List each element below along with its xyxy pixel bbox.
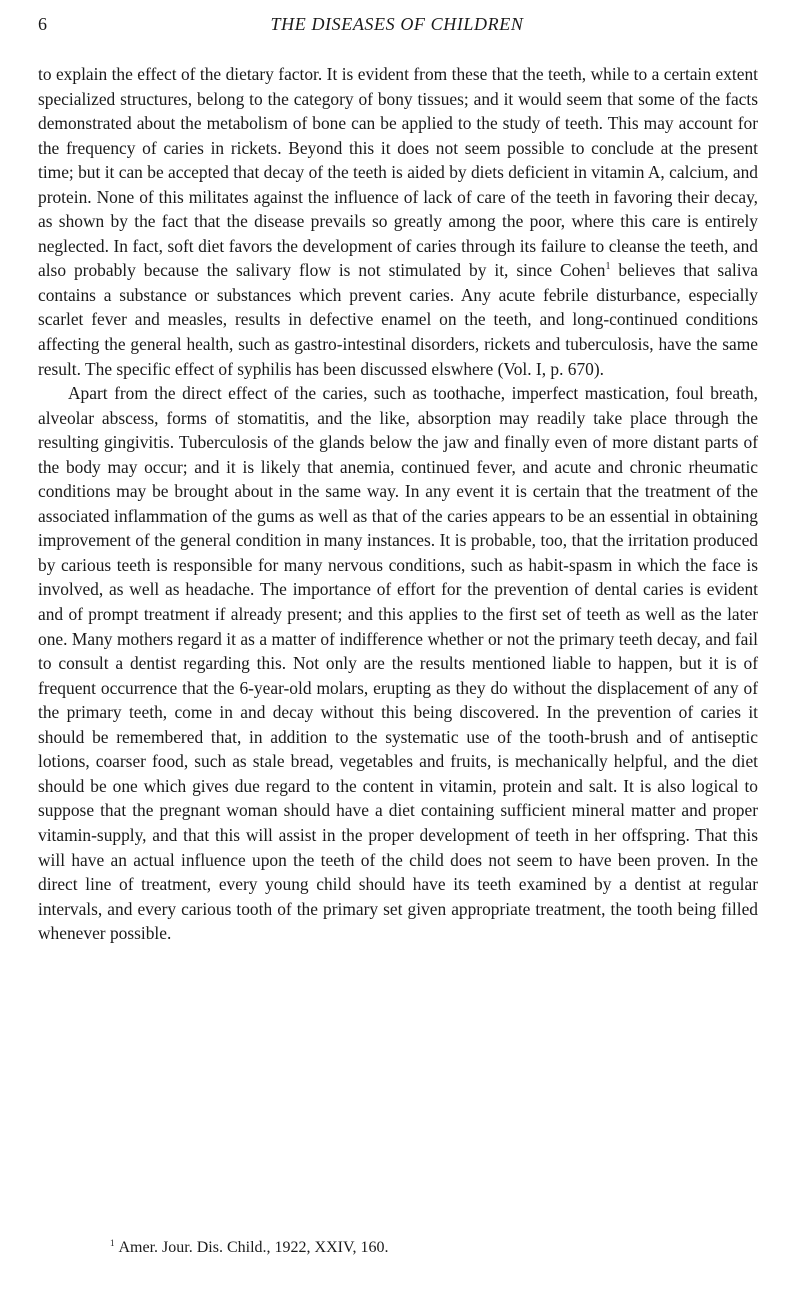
footnote-marker: 1 [110,1238,115,1248]
body-text [38,62,758,946]
footnote-text: Amer. Jour. Dis. Child., 1922, XXIV, 160. [118,1239,389,1256]
paragraph-1 [38,62,758,381]
running-title: THE DISEASES OF CHILDREN [270,14,524,34]
paragraph-1-part-a: to explain the effect of the dietary factor. It is evident from these that the teeth, while to a certain extent specialized structures, belong to the category of bony tissues; and it would seem that some of the facts demonstrated about the metabolism of bone can be applied to the study of teeth. This may account for the frequency of caries in rickets. Beyond this it does not seem possible to conclude at the present time; but it can be accepted that decay of the teeth is aided by diets deficient in vitamin A, calcium, and protein. None of this militates against the influence of lack of care of the teeth in favoring their decay, as shown by the fact that the disease prevails so greatly among the poor, where this care is entirely neglected. In fact, soft diet favors the development of caries through its failure to cleanse the teeth, and also probably because the salivary flow is not stimulated by it, since Cohen [38,64,758,281]
footnote-reference: 1 [605,261,611,273]
paragraph-2: Apart from the direct effect of the caries, such as toothache, imperfect mastication, foul breath, alveolar abscess, forms of stomatitis, and the like, absorption may readily take place through the resulting gingivitis. Tuberculosis of the glands below the jaw and finally even of more distant parts of the body may occur; and it is likely that anemia, continued fever, and acute and chronic rheumatic conditions may be brought about in the same way. In any event it is certain that the treatment of the associated inflammation of the gums as well as that of the caries appears to be an essential in obtaining improvement of the general condition in many instances. It is probable, too, that the irritation produced by carious teeth is responsible for many nervous conditions, such as habit-spasm in which the face is involved, as well as headache. The importance of effort for the prevention of dental caries is evident and of prompt treatment if already present; and this applies to the first set of teeth as well as the later one. Many mothers regard it as a matter of indifference whether or not the primary teeth decay, and fail to consult a dentist regarding this. Not only are the results mentioned liable to happen, but it is of frequent occurrence that the 6-year-old molars, erupting as they do without the displacement of any of the primary teeth, come in and decay without this being discovered. In the prevention of caries it should be remembered that, in addition to the systematic use of the tooth-brush and of antiseptic lotions, coarser food, such as stale bread, vegetables and fruits, is mechanically helpful, and the diet should be one which gives due regard to the content in vitamin, protein and salt. It is also logical to suppose that the pregnant woman should have a diet containing sufficient mineral matter and proper vitamin-supply, and that this will assist in the proper development of teeth in her offspring. That this will have an actual influence upon the teeth of the child does not seem to have been proven. In the direct line of treatment, every young child should have its teeth examined by a dentist at regular intervals, and every carious tooth of the primary set given appropriate treatment, the tooth being filled whenever possible. [38,383,758,944]
footnote [110,1238,388,1258]
page-number: 6 [38,14,47,34]
running-head [38,14,756,38]
paragraph-1-part-b: believes that saliva contains a substance or substances which prevent caries. Any acute febrile disturbance, especially scarlet fever and measles, results in defective enamel on the teeth, and long-continued conditions affecting the general health, such as gastro-intestinal disorders, rickets and tuberculosis, have the same result. The specific effect of syphilis has been discussed elswhere (Vol. I, p. 670). [38,260,758,379]
